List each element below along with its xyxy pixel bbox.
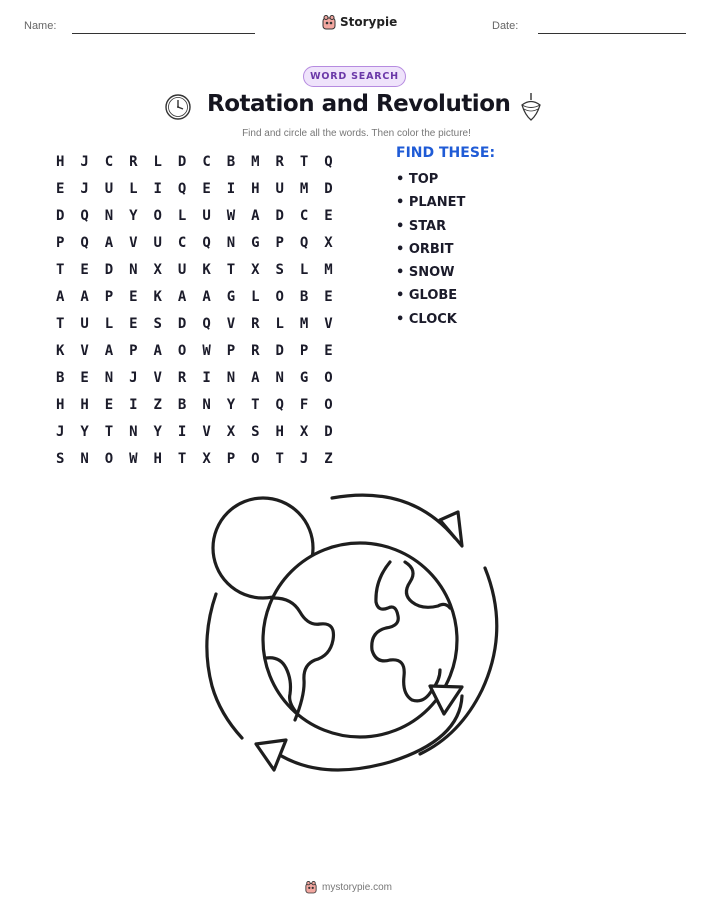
grid-row: [48, 364, 341, 391]
grid-letter[interactable]: L: [129, 180, 138, 197]
grid-letter[interactable]: R: [251, 315, 260, 332]
date-line[interactable]: [538, 33, 686, 34]
word-item: • STAR: [396, 218, 447, 234]
storypie-logo-icon: [322, 14, 336, 30]
grid-letter[interactable]: M: [251, 153, 260, 170]
grid-letter[interactable]: A: [177, 288, 187, 305]
grid-letter[interactable]: Q: [177, 180, 187, 197]
grid-letter[interactable]: A: [104, 234, 114, 251]
grid-letter[interactable]: J: [80, 153, 89, 170]
grid-letter[interactable]: P: [104, 288, 114, 305]
grid-letter[interactable]: N: [129, 423, 138, 440]
grid-row: [48, 418, 341, 445]
grid-letter[interactable]: Q: [202, 315, 211, 332]
grid-letter[interactable]: Z: [153, 396, 162, 413]
grid-letter[interactable]: X: [153, 261, 162, 278]
grid-letter[interactable]: X: [299, 423, 309, 440]
arrowhead: [440, 512, 462, 546]
grid-row: [48, 391, 341, 418]
grid-letter[interactable]: L: [177, 207, 187, 224]
grid-letter[interactable]: Q: [299, 234, 309, 251]
grid-letter[interactable]: B: [55, 369, 65, 386]
grid-letter[interactable]: W: [226, 207, 236, 224]
grid-letter[interactable]: V: [129, 234, 138, 251]
footer-url[interactable]: mystorypie.com: [322, 881, 393, 893]
grid-letter[interactable]: C: [202, 153, 211, 170]
spinning-top-icon: [518, 91, 544, 123]
grid-row: [48, 283, 341, 310]
grid-letter[interactable]: Q: [202, 234, 211, 251]
grid-letter[interactable]: N: [226, 369, 236, 386]
grid-row: [48, 229, 341, 256]
grid-letter[interactable]: E: [129, 315, 138, 332]
grid-letter[interactable]: U: [104, 180, 114, 197]
instructions: Find and circle all the words. Then color the picture!: [242, 128, 471, 139]
grid-letter[interactable]: O: [153, 207, 162, 224]
grid-letter[interactable]: T: [55, 261, 65, 278]
brand-name: Storypie: [340, 15, 398, 29]
brand-logo: [322, 14, 397, 30]
grid-letter[interactable]: E: [324, 288, 333, 305]
page-title: Rotation and Revolution: [207, 91, 511, 117]
grid-letter[interactable]: U: [80, 315, 89, 332]
grid-letter[interactable]: V: [202, 423, 211, 440]
grid-letter[interactable]: C: [299, 207, 309, 224]
grid-letter[interactable]: J: [129, 369, 138, 386]
grid-letter[interactable]: L: [104, 315, 114, 332]
orbit-arc: [207, 594, 242, 738]
grid-letter[interactable]: R: [251, 342, 260, 359]
grid-letter[interactable]: E: [55, 180, 65, 197]
grid-letter[interactable]: V: [153, 369, 162, 386]
grid-row: [48, 148, 341, 175]
word-list: [396, 172, 465, 335]
grid-letter[interactable]: A: [202, 288, 211, 305]
grid-row: [48, 256, 341, 283]
orbit-arc: [332, 495, 455, 538]
grid-letter[interactable]: Y: [80, 423, 89, 440]
grid-letter[interactable]: X: [251, 261, 260, 278]
grid-letter[interactable]: B: [299, 288, 309, 305]
grid-letter[interactable]: T: [275, 450, 284, 467]
grid-letter[interactable]: P: [226, 342, 236, 359]
grid-letter[interactable]: Y: [129, 207, 138, 224]
grid-letter[interactable]: N: [226, 234, 236, 251]
word-item: • CLOCK: [396, 311, 457, 327]
clock-icon: [164, 93, 192, 121]
grid-letter[interactable]: T: [177, 450, 187, 467]
find-these-heading: FIND THESE:: [396, 145, 496, 161]
grid-letter[interactable]: B: [177, 396, 187, 413]
grid-letter[interactable]: M: [299, 180, 309, 197]
grid-letter[interactable]: U: [177, 261, 187, 278]
grid-letter[interactable]: H: [55, 153, 65, 170]
grid-letter[interactable]: K: [55, 342, 65, 359]
grid-letter[interactable]: I: [129, 396, 138, 413]
grid-letter[interactable]: O: [324, 369, 333, 386]
grid-row: [48, 310, 341, 337]
grid-letter[interactable]: A: [251, 207, 260, 224]
grid-letter[interactable]: Q: [80, 234, 89, 251]
grid-letter[interactable]: M: [324, 261, 333, 278]
grid-letter[interactable]: P: [55, 234, 65, 251]
grid-letter[interactable]: U: [153, 234, 162, 251]
grid-letter[interactable]: J: [80, 180, 89, 197]
grid-letter[interactable]: U: [202, 207, 211, 224]
grid-letter[interactable]: E: [324, 342, 333, 359]
grid-letter[interactable]: T: [55, 315, 65, 332]
grid-letter[interactable]: W: [202, 342, 211, 359]
grid-letter[interactable]: X: [202, 450, 211, 467]
grid-letter[interactable]: S: [251, 423, 260, 440]
grid-letter[interactable]: H: [55, 396, 65, 413]
grid-letter[interactable]: L: [299, 261, 309, 278]
grid-letter[interactable]: G: [251, 234, 260, 251]
grid-letter[interactable]: Y: [226, 396, 236, 413]
grid-letter[interactable]: E: [324, 207, 333, 224]
word-search-badge: WORD SEARCH: [303, 66, 406, 87]
grid-letter[interactable]: C: [104, 153, 114, 170]
grid-letter[interactable]: K: [202, 261, 211, 278]
grid-letter[interactable]: S: [275, 261, 284, 278]
grid-letter[interactable]: H: [275, 423, 284, 440]
grid-letter[interactable]: N: [104, 207, 114, 224]
grid-letter[interactable]: U: [275, 180, 284, 197]
grid-letter[interactable]: I: [177, 423, 187, 440]
grid-letter[interactable]: Y: [153, 423, 162, 440]
earth-moon-orbit-illustration[interactable]: [200, 490, 510, 790]
grid-letter[interactable]: E: [129, 288, 138, 305]
grid-letter[interactable]: F: [299, 396, 309, 413]
grid-letter[interactable]: O: [324, 396, 333, 413]
word-item: • PLANET: [396, 195, 466, 211]
name-label: Name:: [24, 20, 57, 32]
grid-letter[interactable]: N: [80, 450, 89, 467]
grid-letter[interactable]: D: [324, 423, 333, 440]
grid-letter[interactable]: Q: [324, 153, 333, 170]
grid-row: [48, 337, 341, 364]
grid-letter[interactable]: T: [104, 423, 114, 440]
grid-letter[interactable]: L: [275, 315, 284, 332]
arrowhead: [256, 740, 286, 770]
grid-letter[interactable]: X: [226, 423, 236, 440]
grid-letter[interactable]: V: [80, 342, 89, 359]
grid-row: [48, 445, 341, 472]
grid-letter[interactable]: P: [226, 450, 236, 467]
grid-letter[interactable]: G: [226, 288, 236, 305]
grid-letter[interactable]: H: [153, 450, 162, 467]
grid-letter[interactable]: A: [80, 288, 89, 305]
grid-letter[interactable]: E: [80, 369, 89, 386]
grid-letter[interactable]: H: [251, 180, 260, 197]
grid-letter[interactable]: X: [324, 234, 333, 251]
grid-letter[interactable]: H: [80, 396, 89, 413]
grid-letter[interactable]: E: [202, 180, 211, 197]
grid-letter[interactable]: I: [226, 180, 236, 197]
letter-grid: [48, 148, 341, 472]
grid-letter[interactable]: O: [104, 450, 114, 467]
grid-letter[interactable]: R: [275, 153, 284, 170]
grid-letter[interactable]: T: [226, 261, 236, 278]
grid-letter[interactable]: A: [153, 342, 162, 359]
grid-letter[interactable]: D: [55, 207, 65, 224]
grid-letter[interactable]: M: [299, 315, 309, 332]
grid-row: [48, 175, 341, 202]
grid-letter[interactable]: B: [226, 153, 236, 170]
word-item: • TOP: [396, 172, 439, 187]
grid-letter[interactable]: I: [153, 180, 162, 197]
grid-letter[interactable]: I: [202, 369, 211, 386]
word-item: • GLOBE: [396, 288, 458, 304]
grid-letter[interactable]: E: [80, 261, 89, 278]
grid-letter[interactable]: L: [251, 288, 260, 305]
name-line[interactable]: [72, 33, 255, 34]
grid-letter[interactable]: E: [104, 396, 114, 413]
grid-letter[interactable]: P: [299, 342, 309, 359]
grid-letter[interactable]: D: [324, 180, 333, 197]
grid-letter[interactable]: V: [226, 315, 236, 332]
grid-row: [48, 202, 341, 229]
footer: [305, 880, 392, 894]
grid-letter[interactable]: P: [275, 234, 284, 251]
date-label: Date:: [492, 20, 519, 32]
grid-letter[interactable]: N: [129, 261, 138, 278]
grid-letter[interactable]: R: [129, 153, 138, 170]
grid-letter[interactable]: A: [251, 369, 260, 386]
storypie-logo-icon: [305, 880, 317, 894]
grid-letter[interactable]: D: [177, 153, 187, 170]
grid-letter[interactable]: T: [299, 153, 309, 170]
grid-letter[interactable]: O: [275, 288, 284, 305]
grid-letter[interactable]: R: [177, 369, 187, 386]
grid-letter[interactable]: Q: [80, 207, 89, 224]
grid-letter[interactable]: S: [55, 450, 65, 467]
grid-letter[interactable]: V: [324, 315, 333, 332]
grid-letter[interactable]: O: [177, 342, 187, 359]
grid-letter[interactable]: C: [177, 234, 187, 251]
grid-letter[interactable]: O: [251, 450, 260, 467]
grid-letter[interactable]: N: [202, 396, 211, 413]
word-item: • ORBIT: [396, 241, 454, 257]
grid-letter[interactable]: N: [104, 369, 114, 386]
grid-letter[interactable]: D: [177, 315, 187, 332]
grid-letter[interactable]: Z: [324, 450, 333, 467]
grid-letter[interactable]: L: [153, 153, 162, 170]
grid-letter[interactable]: S: [153, 315, 162, 332]
grid-letter[interactable]: D: [275, 342, 284, 359]
grid-letter[interactable]: J: [299, 450, 309, 467]
grid-letter[interactable]: A: [55, 288, 65, 305]
grid-letter[interactable]: P: [129, 342, 138, 359]
grid-letter[interactable]: J: [55, 423, 65, 440]
grid-letter[interactable]: D: [275, 207, 284, 224]
grid-letter[interactable]: Q: [275, 396, 284, 413]
grid-letter[interactable]: T: [251, 396, 260, 413]
grid-letter[interactable]: N: [275, 369, 284, 386]
grid-letter[interactable]: K: [153, 288, 162, 305]
grid-letter[interactable]: G: [299, 369, 309, 386]
grid-letter[interactable]: A: [104, 342, 114, 359]
word-item: • SNOW: [396, 265, 455, 281]
grid-letter[interactable]: D: [104, 261, 114, 278]
grid-letter[interactable]: W: [129, 450, 138, 467]
